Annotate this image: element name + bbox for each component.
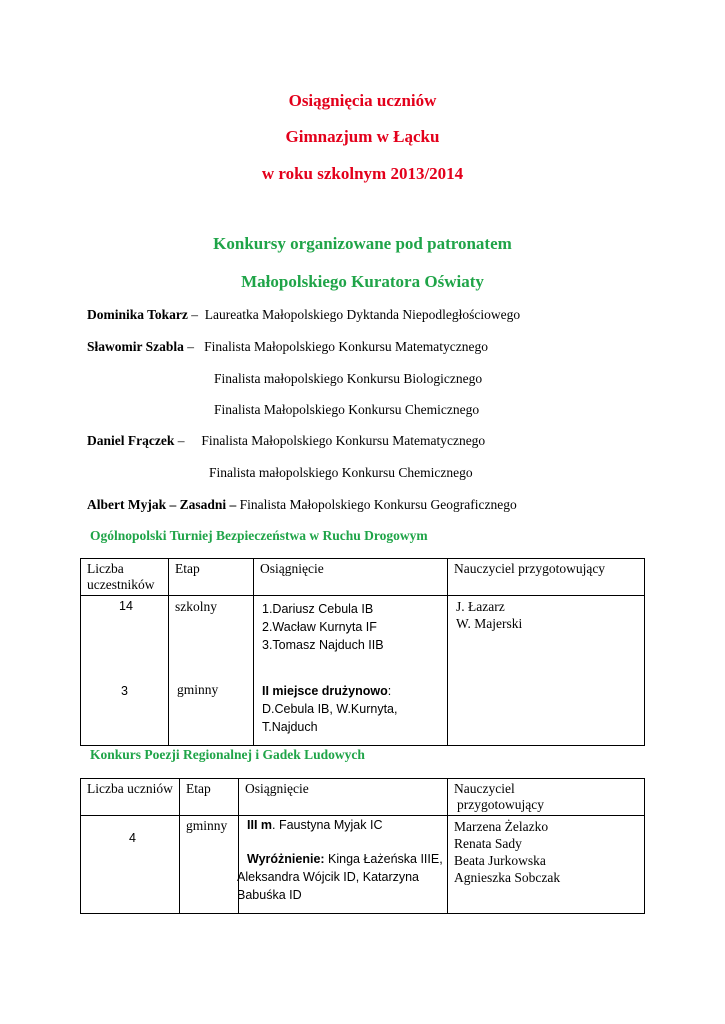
kurator-section-subtitle: Małopolskiego Kuratora Oświaty xyxy=(241,272,484,291)
achievement: Finalista Małopolskiego Konkursu Matematycznego xyxy=(201,433,486,448)
team-result: II miejsce drużynowo: D.Cebula IB, W.Kurnyta, T.Najduch xyxy=(262,684,398,734)
achievement: Finalista Małopolskiego Konkursu Geograficznego xyxy=(239,497,517,512)
entry-tokarz: Dominika Tokarz – Laureatka Małopolskiego Dyktanda Niepodległościowego xyxy=(87,307,521,322)
student-name: Daniel Frączek xyxy=(87,433,175,448)
achievement: Finalista małopolskiego Konkursu Chemicznego xyxy=(209,465,473,480)
stage-value: szkolny xyxy=(175,599,217,614)
teacher-cell xyxy=(448,816,645,914)
entry-szabla: Sławomir Szabla – Finalista Małopolskiego Konkursu Matematycznego xyxy=(87,339,488,354)
header-teacher: Nauczyciel przygotowujący xyxy=(448,779,645,816)
stage-cell xyxy=(169,596,254,746)
teacher-name: Agnieszka Sobczak xyxy=(454,870,561,885)
distinction-names: Aleksandra Wójcik ID, Katarzyna Babuśka ID xyxy=(237,870,420,902)
header-stage: Etap xyxy=(180,779,239,816)
document-title: Osiągnięcia uczniów xyxy=(288,91,437,110)
poetry-table xyxy=(80,778,645,914)
count-value: 14 xyxy=(119,599,133,613)
road-safety-table xyxy=(80,558,645,746)
header-achievement: Osiągnięcie xyxy=(254,559,448,596)
teacher-name: Marzena Żelazko xyxy=(454,819,549,834)
achievement-cell xyxy=(239,816,448,914)
section-title-poetry: Konkurs Poezji Regionalnej i Gadek Ludowych xyxy=(90,747,365,762)
teacher-name: J. Łazarz xyxy=(456,599,505,614)
kurator-section-title: Konkursy organizowane pod patronatem xyxy=(213,234,512,253)
school-name: Gimnazjum w Łącku xyxy=(285,127,440,146)
achievement: Finalista Małopolskiego Konkursu Chemicznego xyxy=(214,402,480,417)
list-item: 1.Dariusz Cebula IB xyxy=(262,602,374,616)
section-title-road-safety: Ogólnopolski Turniej Bezpieczeństwa w Ruchu Drogowym xyxy=(90,528,428,543)
student-name: Dominika Tokarz xyxy=(87,307,188,322)
header-stage: Etap xyxy=(169,559,254,596)
count-value: 4 xyxy=(129,831,136,845)
count-value: 3 xyxy=(121,684,128,698)
results-list xyxy=(262,600,384,654)
table-row xyxy=(81,596,645,746)
header-teacher: Nauczyciel przygotowujący xyxy=(448,559,645,596)
achievement: Laureatka Małopolskiego Dyktanda Niepodległościowego xyxy=(204,307,521,322)
achievement-cell xyxy=(254,596,448,746)
third-place: III m. Faustyna Myjak IC xyxy=(247,818,383,832)
entry-myjak xyxy=(87,497,517,513)
list-item: 3.Tomasz Najduch IIB xyxy=(262,638,384,652)
count-cell xyxy=(81,596,169,746)
school-year: w roku szkolnym 2013/2014 xyxy=(261,164,464,183)
teacher-name: Renata Sady xyxy=(454,836,522,851)
achievement: Finalista małopolskiego Konkursu Biologicznego xyxy=(214,371,483,386)
achievement: Finalista Małopolskiego Konkursu Matematycznego xyxy=(204,339,488,354)
header-achievement: Osiągnięcie xyxy=(239,779,448,816)
student-name: Sławomir Szabla xyxy=(87,339,184,354)
student-name: Albert Myjak – Zasadni – xyxy=(87,497,237,512)
list-item: 2.Wacław Kurnyta IF xyxy=(262,620,377,634)
table-header-row xyxy=(81,779,645,816)
distinction: Wyróżnienie: Kinga Łażeńska IIIE, xyxy=(247,852,443,866)
table-header-row xyxy=(81,559,645,596)
teacher-name: Beata Jurkowska xyxy=(454,853,546,868)
team-place: II miejsce drużynowo xyxy=(262,684,388,698)
header-students: Liczba uczniów xyxy=(81,779,180,816)
teacher-name: W. Majerski xyxy=(456,616,523,631)
stage-value: gminny xyxy=(177,682,219,697)
teacher-cell xyxy=(448,596,645,746)
table-row xyxy=(81,816,645,914)
stage-cell: gminny xyxy=(180,816,239,914)
header-participants: Liczba uczestników xyxy=(81,559,169,596)
count-cell xyxy=(81,816,180,914)
entry-fraczek: Daniel Frączek – Finalista Małopolskiego Konkursu Matematycznego xyxy=(87,433,486,448)
